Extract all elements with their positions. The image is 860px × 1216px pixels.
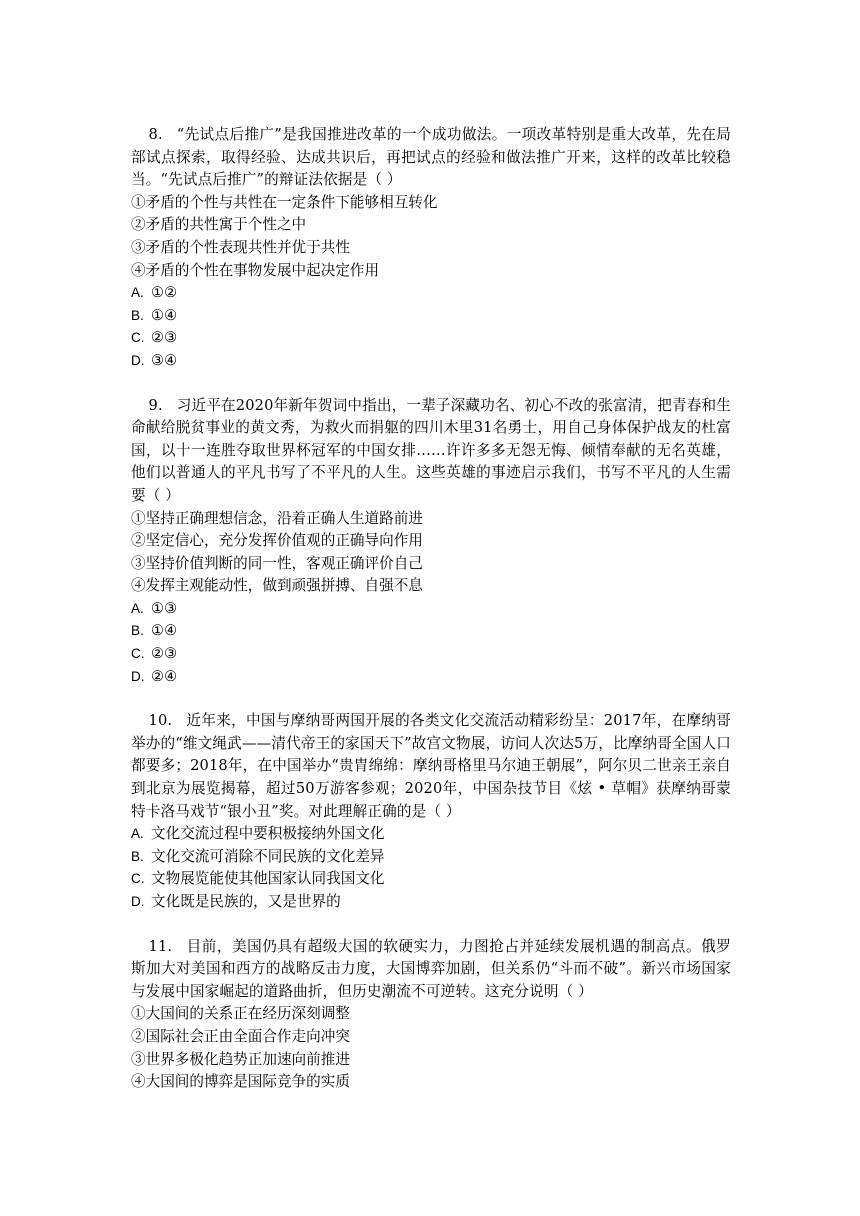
option-letter: C. — [131, 330, 145, 346]
option-letter: D. — [131, 894, 145, 909]
statement: ①坚持正确理想信念，沿着正确人生道路前进 — [131, 509, 423, 527]
option-text: ①② — [151, 284, 178, 302]
question-number: 8. — [148, 126, 163, 143]
option-text: ①③ — [151, 599, 178, 617]
option-letter: A. — [131, 285, 144, 301]
statement: ②国际社会正由全面合作走向冲突 — [131, 1027, 350, 1045]
question-number: 10. — [148, 712, 173, 730]
option-c — [131, 327, 731, 350]
question-8 — [131, 124, 731, 373]
question-stem — [131, 710, 731, 823]
option-text: 文化既是民族的，又是世界的 — [151, 893, 341, 910]
option-text: ①④ — [151, 622, 178, 640]
statement: ①大国间的关系正在经历深刻调整 — [131, 1005, 350, 1023]
statement: ③坚持价值判断的同一性，客观正确评价自己 — [131, 554, 423, 572]
option-letter: B. — [131, 848, 144, 864]
option-c — [131, 643, 731, 666]
question-spacer — [131, 688, 731, 710]
statement: ②矛盾的共性寓于个性之中 — [131, 216, 307, 234]
statement: ④发挥主观能动性，做到顽强拼搏、自强不息 — [131, 577, 423, 595]
question-text: 目前，美国仍具有超级大国的软硬实力，力图抢占并延续发展机遇的制高点。俄罗斯加大对美国和西方的战略反击力度，大国博弈加剧，但关系仍“斗而不破”。新兴市场国家与发展中国家崛起的道路曲折，但历史潮流不可逆转。这充分说明（ ） — [131, 937, 731, 1000]
option-text: ②③ — [151, 645, 178, 663]
question-stem — [131, 395, 731, 508]
option-letter: B. — [131, 623, 144, 639]
statement: ③矛盾的个性表现共性并优于共性 — [131, 238, 350, 256]
option-d — [131, 350, 731, 373]
option-text: 文化交流过程中要积极接纳外国文化 — [151, 825, 385, 843]
option-letter: A. — [131, 826, 144, 842]
option-letter: C. — [131, 646, 145, 662]
option-letter: D. — [131, 668, 145, 684]
option-text: 文物展览能使其他国家认同我国文化 — [151, 870, 385, 888]
option-letter: B. — [131, 307, 144, 323]
option-text: ②④ — [151, 667, 178, 685]
option-text: ①④ — [151, 306, 178, 324]
question-spacer — [131, 914, 731, 936]
question-text: 习近平在2020年新年贺词中指出，一辈子深藏功名、初心不改的张富清，把青春和生命献给脱贫事业的黄文秀，为救火而捐躯的四川木里31名勇士，用自己身体保护战友的杜富国，以十一连胜夺取世界杯冠军的中国女排……许许多多无怨无悔、倾情奉献的无名英雄，他们以普通人的平凡书写了不平凡的人生。这些英雄的事迹启示我们，书写不平凡的人生需要（ ） — [131, 396, 731, 504]
option-d — [131, 891, 731, 914]
option-a — [131, 282, 731, 305]
option-letter: A. — [131, 600, 144, 616]
option-text: ②③ — [151, 329, 178, 347]
document-page — [131, 124, 731, 1094]
option-b — [131, 846, 731, 869]
option-letter: C. — [131, 871, 145, 887]
option-text: 文化交流可消除不同民族的文化差异 — [151, 847, 385, 865]
question-number: 9. — [148, 396, 163, 414]
question-stem — [131, 124, 731, 192]
question-text: 近年来，中国与摩纳哥两国开展的各类文化交流活动精彩纷呈：2017年，在摩纳哥举办的“维文绳武——清代帝王的家国天下”故宫文物展，访问人次达5万，比摩纳哥全国人口都要多；2018年，在中国举办“贵胄绵绵：摩纳哥格里马尔迪王朝展”，阿尔贝二世亲王亲自到北京为展览揭幕，超过50万游客参观；2020年，中国杂技节目《炫 • 草帽》获摩纳哥蒙特卡洛马戏节“银小丑”奖。对此理解正确的是（ ） — [131, 712, 731, 820]
option-text: ③④ — [151, 351, 178, 369]
option-b — [131, 305, 731, 328]
question-10 — [131, 710, 731, 913]
option-b — [131, 620, 731, 643]
statement: ①矛盾的个性与共性在一定条件下能够相互转化 — [131, 193, 438, 211]
statement: ③世界多极化趋势正加速向前推进 — [131, 1050, 350, 1068]
option-c — [131, 868, 731, 891]
statement: ②坚定信心，充分发挥价值观的正确导向作用 — [131, 532, 423, 550]
question-stem — [131, 936, 731, 1004]
option-a — [131, 823, 731, 846]
option-d — [131, 666, 731, 689]
option-a — [131, 598, 731, 621]
question-11 — [131, 936, 731, 1094]
question-9 — [131, 395, 731, 689]
question-spacer — [131, 373, 731, 395]
statement: ④大国间的博弈是国际竞争的实质 — [131, 1073, 350, 1091]
question-number: 11. — [148, 937, 173, 955]
option-letter: D. — [131, 352, 145, 368]
question-text: “先试点后推广”是我国推进改革的一个成功做法。一项改革特别是重大改革，先在局部试点探索，取得经验、达成共识后，再把试点的经验和做法推广开来，这样的改革比较稳当。“先试点后推广”的辩证法依据是（ ） — [131, 126, 731, 189]
statement: ④矛盾的个性在事物发展中起决定作用 — [131, 261, 380, 279]
